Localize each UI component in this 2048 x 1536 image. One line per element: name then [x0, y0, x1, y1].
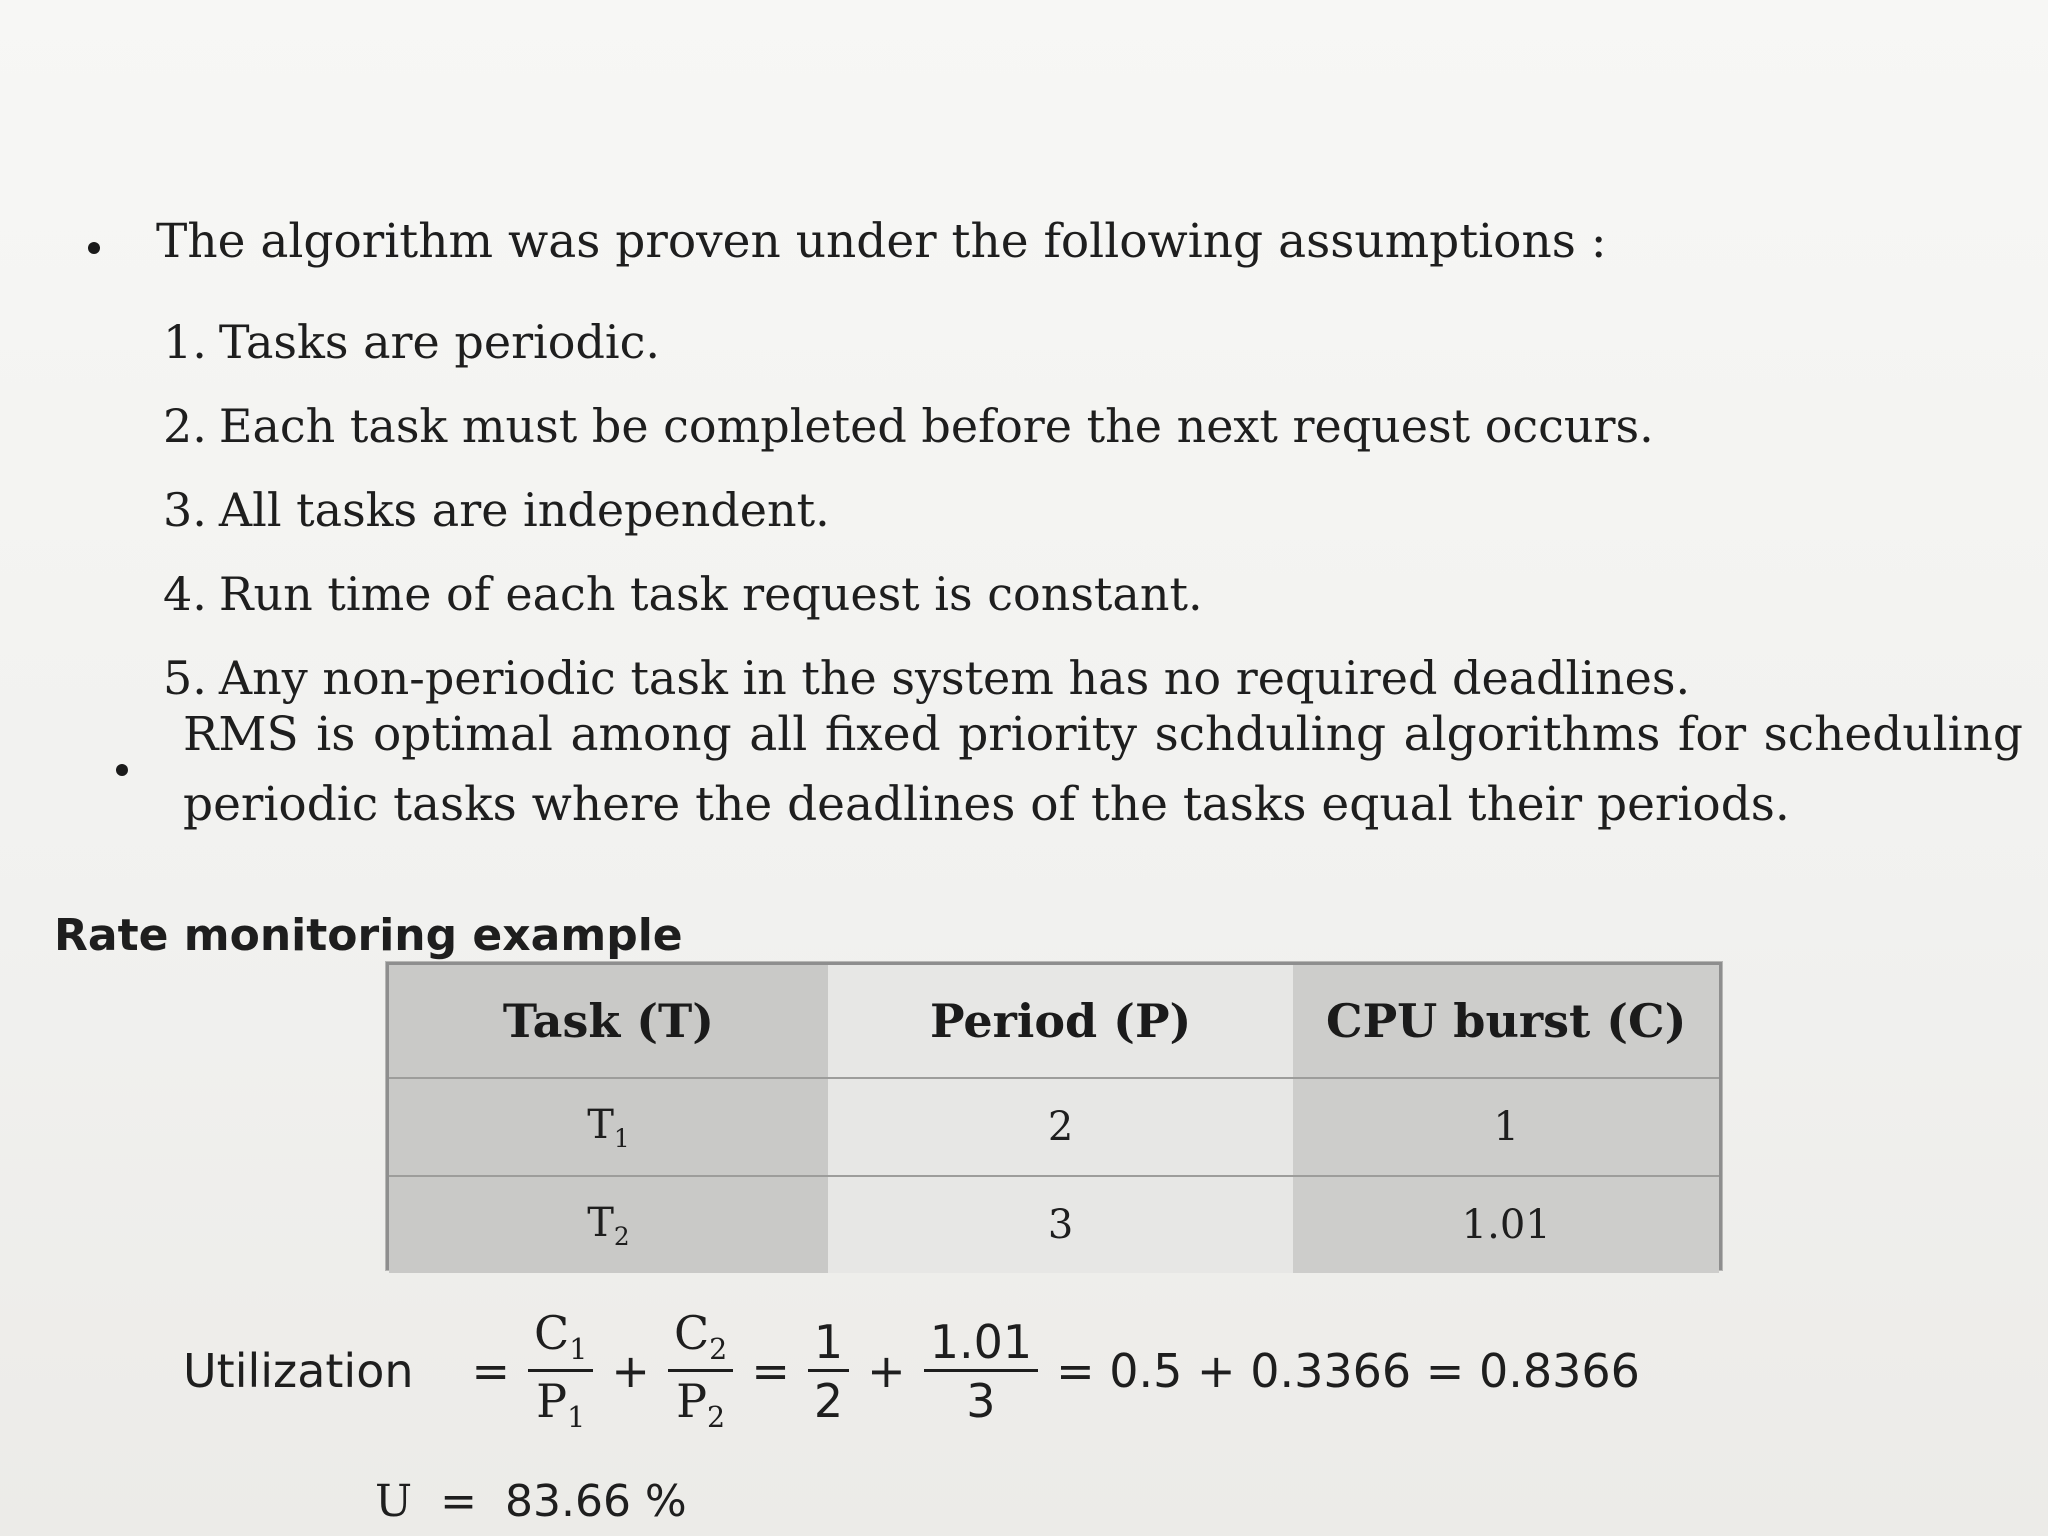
- fraction-1-2: $\frac{1}{2}$: [808, 1319, 849, 1424]
- list-item: 1. Tasks are periodic.: [163, 315, 661, 369]
- bullet-icon: [116, 764, 128, 776]
- fraction-c2-p2: $\frac{C_2}{P_2}$: [668, 1310, 733, 1432]
- table-row: [389, 1078, 1719, 1176]
- fraction-101-3: $\frac{1.01}{3}$: [924, 1319, 1038, 1424]
- assumptions-intro: The algorithm was proven under the following assumptions :: [156, 214, 1607, 269]
- assumptions-list: [163, 300, 1690, 720]
- utilization-formula: [183, 1296, 1640, 1446]
- list-item: 4. Run time of each task request is constant.: [163, 567, 1203, 621]
- formula-label: Utilization: [183, 1344, 414, 1398]
- cell-cpu-burst: 1.01: [1293, 1176, 1719, 1273]
- header-period: Period (P): [828, 965, 1294, 1078]
- rms-statement: RMS is optimal among all fixed priority schduling algorithms for scheduling periodic tasks where the deadlines of the tasks equal their periods.: [183, 707, 2023, 832]
- example-table: [386, 962, 1722, 1270]
- cell-period: 3: [828, 1176, 1294, 1273]
- bullet-icon: [88, 242, 100, 254]
- formula-result: = 0.5 + 0.3366 = 0.8366: [1056, 1344, 1640, 1398]
- cell-task: $T_2$: [389, 1176, 828, 1273]
- utilization-result: U = 83.66 %: [375, 1476, 687, 1527]
- table-header-row: [389, 965, 1719, 1078]
- header-task: Task (T): [389, 965, 828, 1078]
- cell-task: $T_1$: [389, 1078, 828, 1176]
- equals-sign: =: [471, 1344, 511, 1398]
- list-item: 5. Any non-periodic task in the system has no required deadlines.: [163, 651, 1691, 705]
- list-item: 2. Each task must be completed before the next request occurs.: [163, 399, 1654, 453]
- equals-sign: =: [751, 1344, 790, 1398]
- plus-sign: +: [867, 1344, 906, 1398]
- fraction-c1-p1: $\frac{C_1}{P_1}$: [528, 1310, 593, 1432]
- list-item: 3. All tasks are independent.: [163, 483, 830, 537]
- section-heading: Rate monitoring example: [54, 910, 683, 961]
- cell-period: 2: [828, 1078, 1294, 1176]
- table-row: [389, 1176, 1719, 1273]
- plus-sign: +: [611, 1344, 650, 1398]
- cell-cpu-burst: 1: [1293, 1078, 1719, 1176]
- header-cpu-burst: CPU burst (C): [1293, 965, 1719, 1078]
